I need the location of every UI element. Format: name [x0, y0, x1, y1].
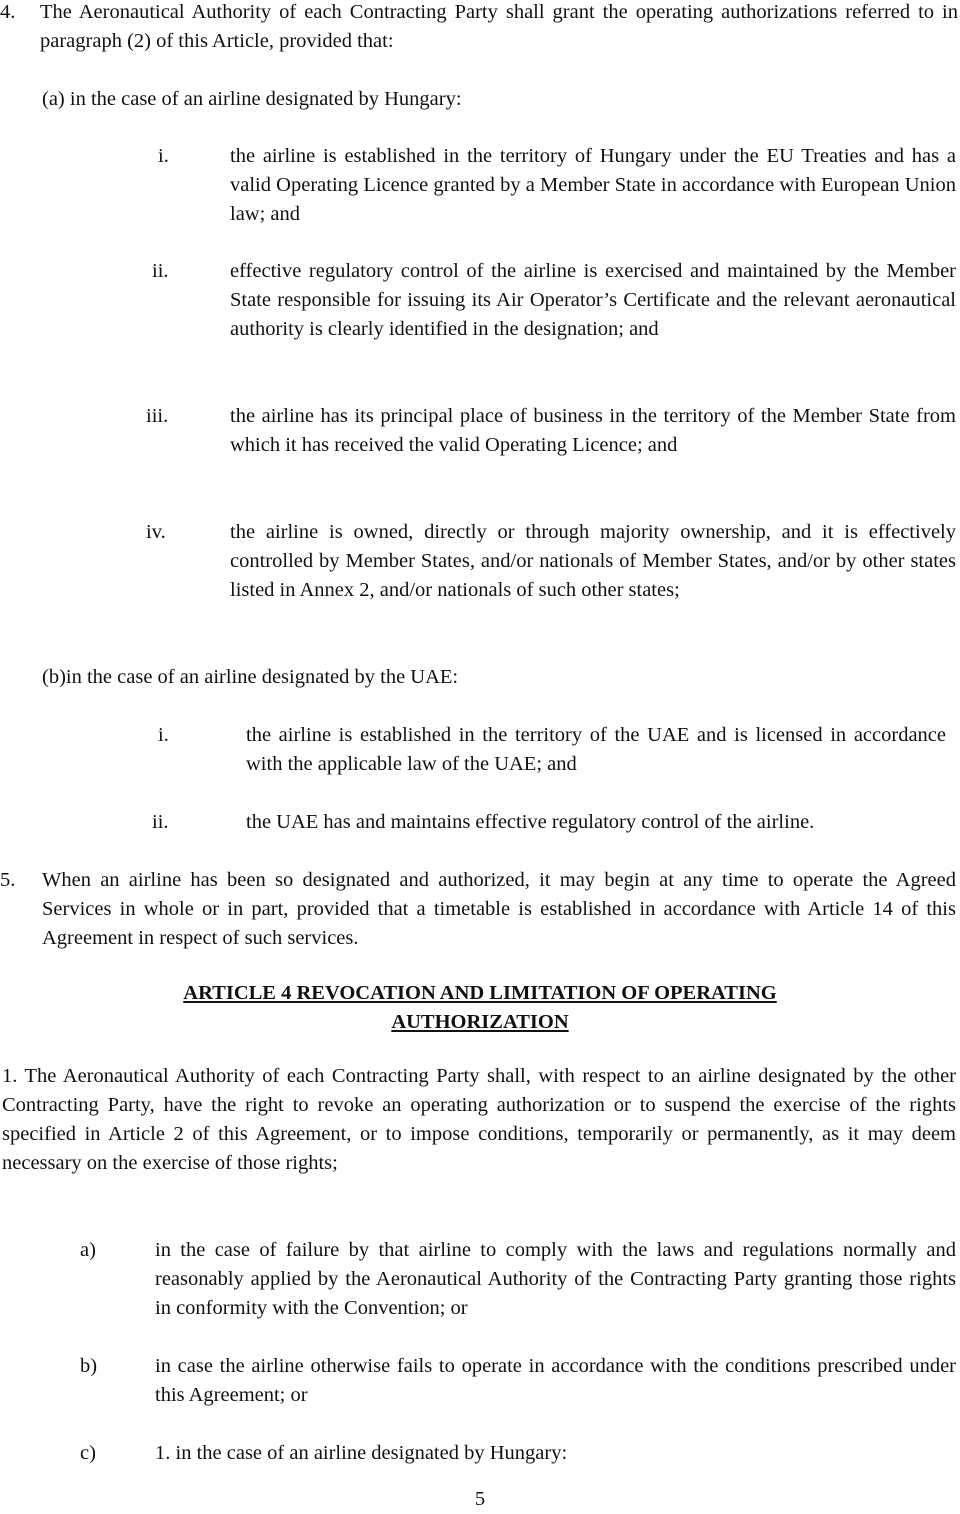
article-4-paragraph-1: 1. The Aeronautical Authority of each Contracting Party shall, with respect to an airline designated by the other Contracting Party, have the right to revoke an operating authorization or to suspend the exercise of the rights specified in Article 2 of this Agreement, or to impose conditions, temporarily or permanently, as it may deem necessary on the exercise of those rights; — [2, 1065, 956, 1174]
clause-a-item-number: ii. — [152, 260, 169, 282]
article-4-item-text: 1. in the case of an airline designated by Hungary: — [155, 1442, 568, 1464]
clause-b-label: (b)in the case of an airline designated by the UAE: — [42, 666, 459, 688]
clause-a-item-text: effective regulatory control of the airline is exercised and maintained by the Member State responsible for issuing its Air Operator’s Certificate and the relevant aeronautical authority is clearly identified in the designation; and — [230, 260, 956, 340]
article-4-heading: ARTICLE 4 REVOCATION AND LIMITATION OF OPERATING — [183, 982, 777, 1004]
clause-b-item-number: i. — [158, 724, 169, 746]
paragraph-4-text: The Aeronautical Authority of each Contracting Party shall grant the operating authorizations referred to in paragraph (2) of this Article, provided that: — [40, 1, 958, 52]
clause-a-label: (a) in the case of an airline designated by Hungary: — [42, 88, 462, 110]
page-number: 5 — [474, 1488, 486, 1510]
clause-a-item-number: iii. — [146, 405, 169, 427]
paragraph-5-text: When an airline has been so designated and authorized, it may begin at any time to operate the Agreed Services in whole or in part, provided that a timetable is established in accordance with Article 14 of this Agreement in respect of such services. — [42, 869, 956, 949]
article-4-item-letter: b) — [80, 1355, 98, 1377]
clause-b-item-text: the UAE has and maintains effective regulatory control of the airline. — [246, 811, 815, 833]
article-4-item-letter: c) — [80, 1442, 96, 1464]
article-4-item-letter: a) — [80, 1239, 96, 1261]
clause-a-item-text: the airline is owned, directly or through majority ownership, and it is effectively controlled by Member States, and/or nationals of Member States, and/or by other states listed in Annex 2, and/or nationals of such other states; — [230, 521, 956, 601]
clause-a-item-text: the airline is established in the territory of Hungary under the EU Treaties and has a valid Operating Licence granted by a Member State in accordance with European Union law; and — [230, 145, 956, 225]
clause-b-item-number: ii. — [152, 811, 169, 833]
paragraph-5-number: 5. — [0, 869, 16, 891]
clause-a-item-text: the airline has its principal place of business in the territory of the Member State from which it has received the valid Operating Licence; and — [230, 405, 956, 456]
article-4-item-text: in case the airline otherwise fails to operate in accordance with the conditions prescribed under this Agreement; or — [155, 1355, 956, 1406]
article-4-heading-line2: AUTHORIZATION — [391, 1011, 569, 1033]
clause-b-item-text: the airline is established in the territory of the UAE and is licensed in accordance with the applicable law of the UAE; and — [246, 724, 946, 775]
clause-a-item-number: i. — [158, 145, 169, 167]
clause-a-item-number: iv. — [146, 521, 166, 543]
paragraph-4-number: 4. — [0, 1, 16, 23]
article-4-item-text: in the case of failure by that airline to comply with the laws and regulations normally and reasonably applied by the Aeronautical Authority of the Contracting Party granting those rights in conformity with the Convention; or — [155, 1239, 956, 1319]
